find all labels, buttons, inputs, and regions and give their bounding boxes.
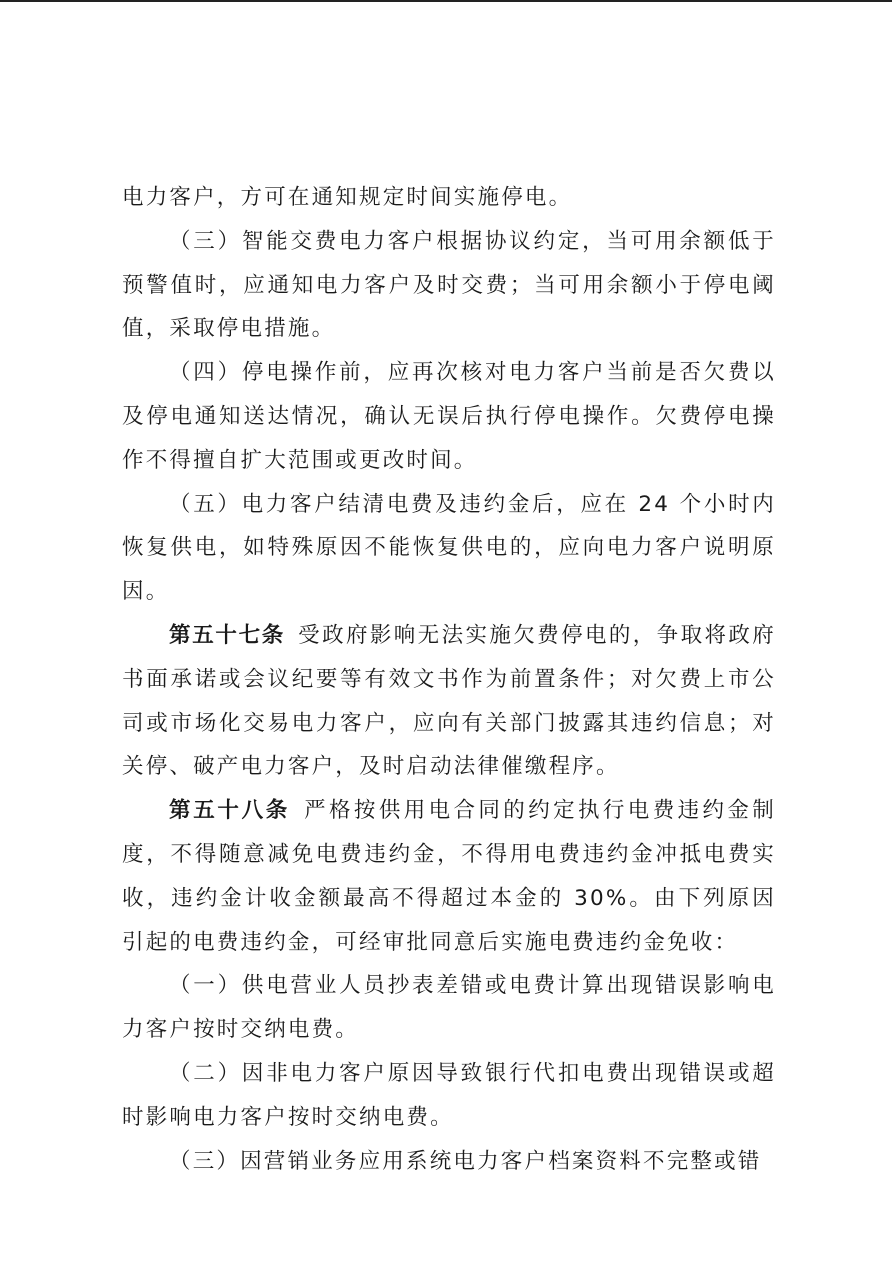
paragraph-item-3-smart-payment bbox=[122, 220, 776, 351]
paragraph-text: （三）因营销业务应用系统电力客户档案资料不完整或错 bbox=[169, 1148, 762, 1174]
article-text: 受政府影响无法实施欠费停电的，争取将政府书面承诺或会议纪要等有效文书作为前置条件；对欠费上市公司或市场化交易电力客户，应向有关部门披露其违约信息；对关停、破产电力客户，及时启动法律催缴程序。 bbox=[122, 622, 776, 780]
article-58 bbox=[122, 789, 776, 964]
paragraph-text: （二）因非电力客户原因导致银行代扣电费出现错误或超时影响电力客户按时交纳电费。 bbox=[122, 1060, 776, 1130]
paragraph-item-5-restore-supply bbox=[122, 483, 776, 614]
paragraph-item-1-meter-error bbox=[122, 964, 776, 1052]
article-57 bbox=[122, 614, 776, 789]
paragraph-text: （五）电力客户结清电费及违约金后，应在 24 个小时内恢复供电，如特殊原因不能恢复供电的，应向电力客户说明原因。 bbox=[122, 491, 776, 605]
paragraph-text: （三）智能交费电力客户根据协议约定，当可用余额低于预警值时，应通知电力客户及时交费；当可用余额小于停电阈值，采取停电措施。 bbox=[122, 228, 776, 342]
page-top-border bbox=[0, 0, 892, 2]
article-title: 第五十七条 bbox=[169, 622, 286, 648]
paragraph-text: （一）供电营业人员抄表差错或电费计算出现错误影响电力客户按时交纳电费。 bbox=[122, 973, 776, 1043]
paragraph-text: （四）停电操作前，应再次核对电力客户当前是否欠费以及停电通知送达情况，确认无误后执行停电操作。欠费停电操作不得擅自扩大范围或更改时间。 bbox=[122, 360, 776, 473]
document-body bbox=[122, 176, 776, 1183]
article-title: 第五十八条 bbox=[169, 798, 290, 824]
paragraph-continuation bbox=[122, 176, 776, 220]
paragraph-text: 电力客户，方可在通知规定时间实施停电。 bbox=[122, 185, 573, 210]
paragraph-item-2-bank-deduction bbox=[122, 1052, 776, 1140]
paragraph-item-4-pre-outage-check bbox=[122, 351, 776, 482]
paragraph-item-3-system-records bbox=[122, 1140, 776, 1184]
article-text: 严格按供用电合同的约定执行电费违约金制度，不得随意减免电费违约金，不得用电费违约金冲抵电费实收，违约金计收金额最高不得超过本金的 30%。由下列原因引起的电费违约金，可经审批同意后实施电费违约金免收： bbox=[122, 798, 776, 955]
